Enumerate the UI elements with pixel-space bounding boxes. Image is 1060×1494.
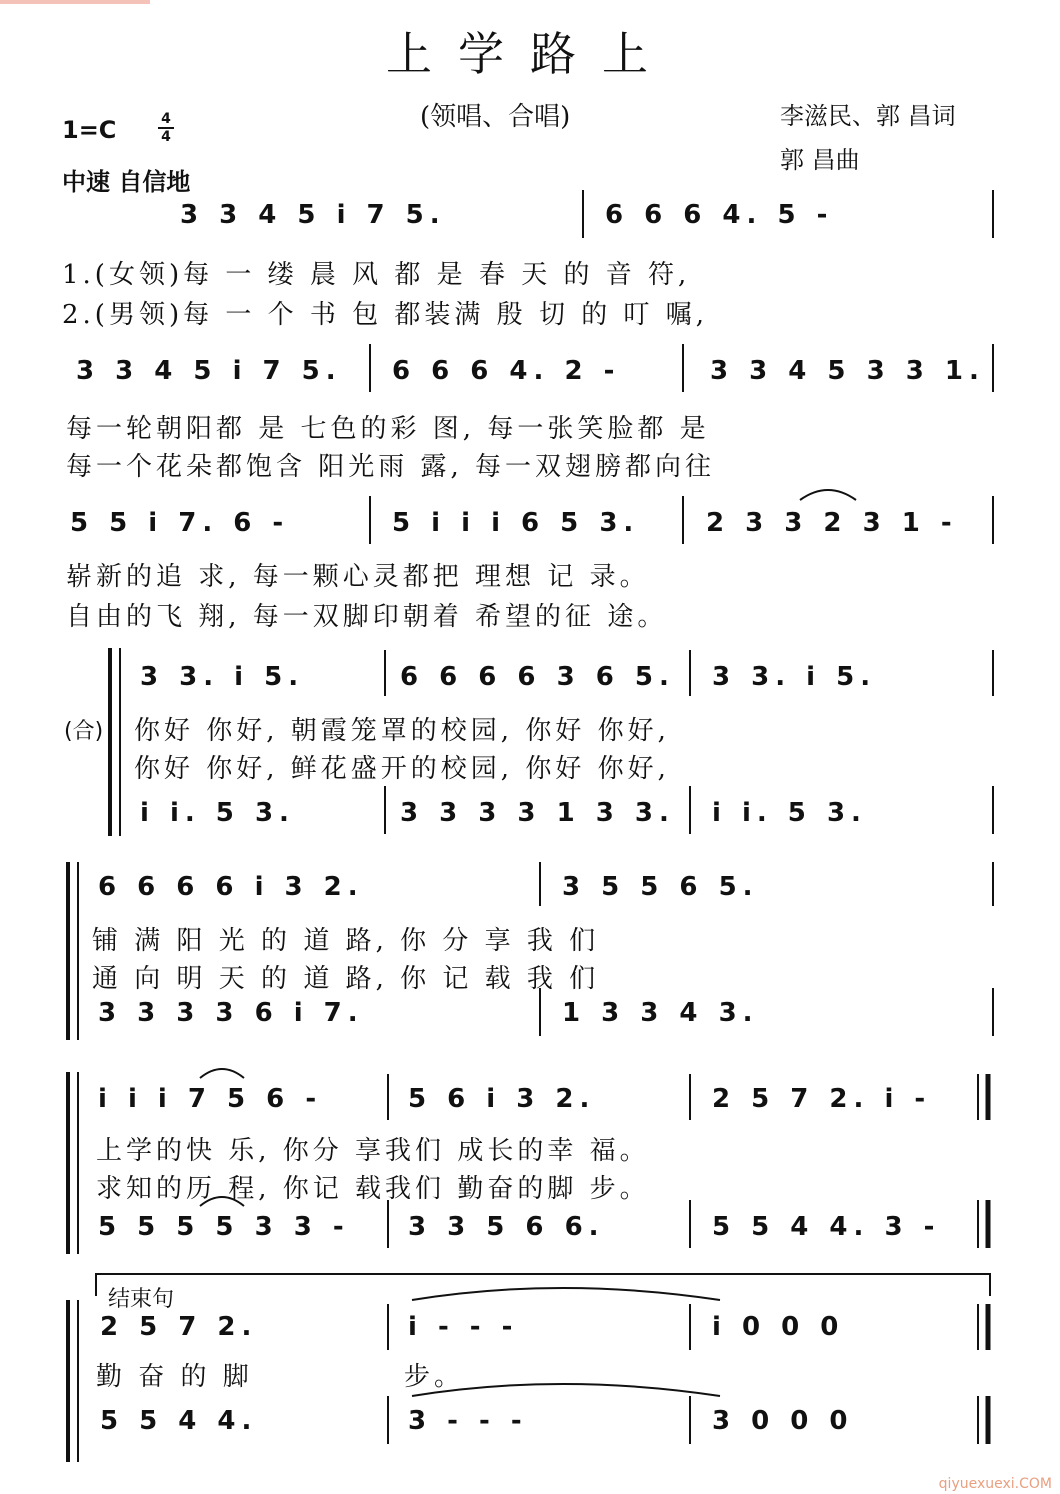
notes-s2-m1: 3 3 4 5 i 7 5. [76, 356, 342, 386]
notes-s7-lower-m2: 3 - - - [408, 1406, 528, 1436]
time-signature-top: 4 [161, 111, 171, 127]
notes-s4-lower-m2: 3 3 3 3 1 3 3. [400, 798, 675, 828]
notes-s4-upper-m1: 3 3. i 5. [140, 662, 305, 692]
lyrics-s7-m1: 勤 奋 的 脚 [96, 1362, 253, 1392]
notes-s7-upper-m1: 2 5 7 2. [100, 1312, 258, 1342]
notes-s4-upper-m3: 3 3. i 5. [712, 662, 877, 692]
lyrics-s3-v2: 自由的飞 翔, 每一双脚印朝着 希望的征 途。 [66, 602, 668, 632]
lyrics-s7-m2: 步。 [404, 1362, 465, 1392]
notes-s7-upper-m2: i - - - [408, 1312, 519, 1342]
watermark: qiyuexuexi.COM [938, 1476, 1052, 1492]
time-signature-bottom: 4 [161, 129, 171, 145]
notes-s6-upper-m3: 2 5 7 2. i - [712, 1084, 932, 1114]
key-signature: 1=C [62, 116, 117, 144]
notes-s6-upper-m1: i i i 7 5 6 - [98, 1084, 323, 1114]
notes-s6-lower-m1: 5 5 5 5 3 3 - [98, 1212, 350, 1242]
lyrics-s2-v1: 每一轮朝阳都 是 七色的彩 图, 每一张笑脸都 是 [66, 414, 710, 444]
tie-arc [412, 1288, 720, 1300]
notes-s4-upper-m2: 6 6 6 6 3 6 5. [400, 662, 675, 692]
notes-s3-m3: 2 3 3 2 3 1 - [706, 508, 958, 538]
lyrics-s4-v1: 你好 你好, 朝霞笼罩的校园, 你好 你好, [134, 716, 670, 746]
notes-s7-lower-m1: 5 5 4 4. [100, 1406, 258, 1436]
notes-s2-m3: 3 3 4 5 3 3 1. [710, 356, 985, 386]
lyrics-s3-v1: 崭新的追 求, 每一颗心灵都把 理想 记 录。 [66, 562, 650, 592]
notes-s7-upper-m3: i 0 0 0 [712, 1312, 845, 1342]
lyrics-s6-v2: 求知的历 程, 你记 载我们 勤奋的脚 步。 [96, 1174, 650, 1204]
notes-s5-lower-m1: 3 3 3 3 6 i 7. [98, 998, 364, 1028]
ending-bracket [96, 1274, 990, 1296]
notes-s1-m1: 3 3 4 5 i 7 5. [180, 200, 446, 230]
tie-arc [412, 1384, 720, 1396]
notes-s4-lower-m1: i i. 5 3. [140, 798, 295, 828]
lyrics-s1-v1: 1.(女领)每 一 缕 晨 风 都 是 春 天 的 音 符, [62, 260, 691, 290]
notes-s5-upper-m2: 3 5 5 6 5. [562, 872, 759, 902]
lyrics-s4-v2: 你好 你好, 鲜花盛开的校园, 你好 你好, [134, 754, 670, 784]
tie-arc [200, 1197, 244, 1206]
lyrics-s5-v2: 通 向 明 天 的 道 路, 你 记 载 我 们 [92, 964, 600, 994]
notes-s3-m2: 5 i i i 6 5 3. [392, 508, 640, 538]
tie-arc [800, 490, 856, 500]
notes-s6-upper-m2: 5 6 i 3 2. [408, 1084, 596, 1114]
lyrics-s1-v2: 2.(男领)每 一 个 书 包 都装满 殷 切 的 叮 嘱, [62, 300, 709, 330]
notes-s5-lower-m2: 1 3 3 4 3. [562, 998, 759, 1028]
composer-credit: 郭 昌曲 [780, 146, 860, 174]
lyrics-s6-v1: 上学的快 乐, 你分 享我们 成长的幸 福。 [96, 1136, 650, 1166]
notes-s7-lower-m3: 3 0 0 0 [712, 1406, 854, 1436]
notes-s6-lower-m2: 3 3 5 6 6. [408, 1212, 605, 1242]
notes-s4-lower-m3: i i. 5 3. [712, 798, 867, 828]
tempo-marking: 中速 自信地 [62, 168, 191, 196]
song-subtitle: (领唱、合唱) [420, 102, 571, 132]
song-title: 上学路上 [386, 27, 674, 81]
notes-s6-lower-m3: 5 5 4 4. 3 - [712, 1212, 941, 1242]
lyricist-credit: 李滋民、郭 昌词 [780, 102, 956, 130]
notes-s2-m2: 6 6 6 4. 2 - [392, 356, 621, 386]
notes-s3-m1: 5 5 i 7. 6 - [70, 508, 290, 538]
lyrics-s2-v2: 每一个花朵都饱含 阳光雨 露, 每一双翅膀都向往 [66, 452, 716, 482]
tie-arc [200, 1069, 244, 1078]
notes-s1-m2: 6 6 6 4. 5 - [605, 200, 834, 230]
lyrics-s5-v1: 铺 满 阳 光 的 道 路, 你 分 享 我 们 [92, 926, 600, 956]
notes-s5-upper-m1: 6 6 6 6 i 3 2. [98, 872, 364, 902]
ending-label: 结束句 [108, 1287, 175, 1312]
chorus-label: (合) [64, 719, 104, 744]
